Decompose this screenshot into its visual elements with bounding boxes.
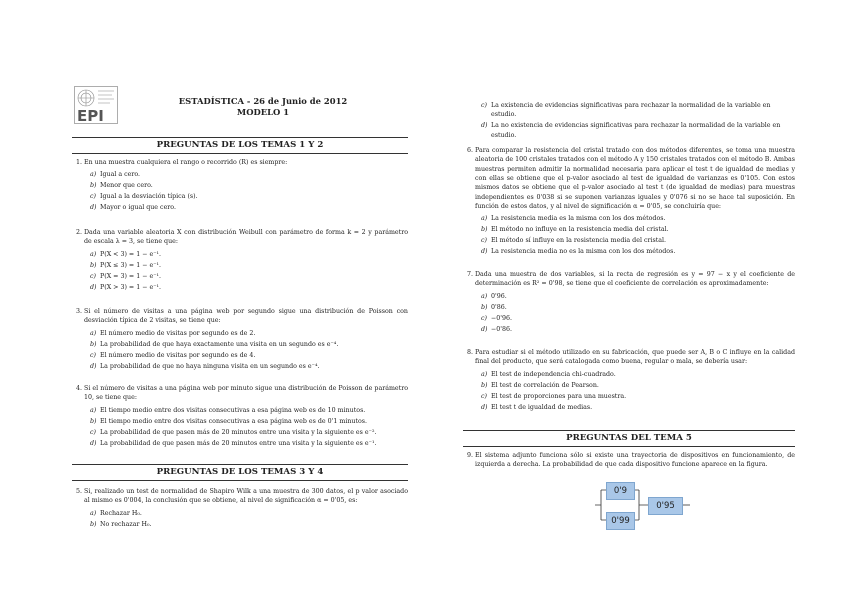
device-box-2: 0'99 xyxy=(606,512,635,530)
option-c[interactable]: c) El método sí influye en la resistencia media del cristal. xyxy=(481,237,667,245)
question-6: 6. Para comparar la resistencia del cristal tratado con dos métodos diferentes, se toma una muestra aleatoria de 100 cristales tratados con el método A y 150 cristales tratados con el método B. Ambas muestras permiten admitir la normalidad necesaria para aplicar el test t de igualdad de medias y con ellas se obtiene que el p-valor asociado al test de igualdad de varianzas es 0'105. Con estos mismos datos se obtiene que el p-valor asociado al test t (de igualdad de medias) para muestras independientes es 0'038 si se suponen varianzas iguales y 0'076 si no se hace tal suposición. En función de estos datos, y al nivel de significación α = 0'05, se concluiría que: a) La resistencia media es la misma con los dos métodos. b) El método no influye en la resistencia media del cristal. c) El método sí influye en la resistencia media del cristal. d) La resistencia media no es la misma con los dos métodos. xyxy=(467,147,795,256)
option-b[interactable]: b) Menor que cero. xyxy=(90,182,153,190)
option-d[interactable]: d) Mayor o igual que cero. xyxy=(90,204,176,212)
exam-header xyxy=(118,96,408,119)
reliability-diagram xyxy=(593,474,693,536)
question-5-continued xyxy=(463,98,795,142)
question-2: 2. Dada una variable aleatoria X con distribución Weibull con parámetro de forma k = 2 y parámetro de escala λ = 3, se tiene que: a) P(X < 3) = 1 − e⁻¹. b) P(X ≤ 3) = 1 − e⁻¹. c) P(X = 3) = 1 − e⁻¹. d) P(X > 3) = 1 − e⁻¹. xyxy=(76,229,408,291)
option-a[interactable]: a) P(X < 3) = 1 − e⁻¹. xyxy=(90,250,162,258)
option-c[interactable]: c) P(X = 3) = 1 − e⁻¹. xyxy=(90,272,162,280)
exam-model: MODELO 1 xyxy=(236,107,290,118)
logo-text: EPI xyxy=(77,107,104,125)
epi-logo xyxy=(74,86,118,124)
question-stem: Para comparar la resistencia del cristal tratado con dos métodos diferentes, se toma una muestra aleatoria de 100 cristales tratados con el método A y 150 cristales tratados con el método B. Ambas muestras permiten admitir la normalidad necesaria para aplicar el test t de igualdad de medias y con ellas se obtiene que el p-valor asociado al test de igualdad de varianzas es 0'105. Con estos mismos datos se obtiene que el p-valor asociado al test t (de igualdad de medias) para muestras independientes es 0'038 si se suponen varianzas iguales y 0'076 si no se hace tal suposición. En función de estos datos, y al nivel de significación α = 0'05, se concluiría que: xyxy=(475,147,795,210)
question-stem: Para estudiar si el método utilizado en su fabricación, que puede ser A, B o C influye en la calidad final del producto, que será catalogada como buena, regular o mala, se debería usar: xyxy=(475,349,795,366)
option-d[interactable]: d) P(X > 3) = 1 − e⁻¹. xyxy=(90,283,162,291)
question-stem: En una muestra cualquiera el rango o recorrido (R) es siempre: xyxy=(84,159,288,166)
option-a[interactable]: a) Igual a cero. xyxy=(90,171,141,179)
question-4: 4. Si el número de visitas a una página web por minuto sigue una distribución de Poisson de parámetro 10, se tiene que: a) El tiempo medio entre dos visitas consecutivas a esa página web es de 10 minutos. b) El tiempo medio entre dos visitas consecutivas a esa página web es de 0'1 minutos. c) La probabilidad de que pasen más de 20 minutos entre una visita y la siguiente es e⁻². d) La probabilidad de que pasen más de 20 minutos entre una visita y la siguiente es e⁻¹. xyxy=(76,385,408,447)
question-1 xyxy=(72,158,408,214)
device-box-3: 0'95 xyxy=(648,497,683,515)
question-number: 1. xyxy=(76,159,83,166)
question-stem: El sistema adjunto funciona sólo si existe una trayectoria de dispositivos en funcionamiento, de izquierda a derecha. La probabilidad de que cada dispositivo funcione aparece en la figura. xyxy=(475,452,795,469)
question-3: 3. Si el número de visitas a una página web por segundo sigue una distribución de Poisson con desviación típica de 2 visitas, se tiene que: a) El número medio de visitas por segundo es de 2. b) La probabilidad de que haya exactamente una visita en un segundo es e⁻⁴. c) El número medio de visitas por segundo es de 4. d) La probabilidad de que no haya ninguna visita en un segundo es e⁻⁴. xyxy=(76,308,408,370)
section-title-3: PREGUNTAS DEL TEMA 5 xyxy=(463,430,795,447)
section-title-1: PREGUNTAS DE LOS TEMAS 1 Y 2 xyxy=(72,137,408,154)
question-stem: Si el número de visitas a una página web por minuto sigue una distribución de Poisson de parámetro 10, se tiene que: xyxy=(84,385,408,402)
option-b[interactable]: b) No rechazar H₀. xyxy=(90,520,152,528)
option-a[interactable]: a) El número medio de visitas por segundo es de 2. xyxy=(90,329,256,337)
option-b[interactable]: b) El test de correlación de Pearson. xyxy=(481,381,599,389)
question-5: 5. Si, realizado un test de normalidad de Shapiro Wilk a una muestra de 300 datos, el p valor asociado al mismo es 0'004, la conclusión que se obtiene, al nivel de significación α = 0'05, es: a) Rechazar H₀. b) No rechazar H₀. xyxy=(76,488,408,528)
question-stem: Si, realizado un test de normalidad de Shapiro Wilk a una muestra de 300 datos, el p valor asociado al mismo es 0'004, la conclusión que se obtiene, al nivel de significación α = 0'05, es: xyxy=(84,488,408,505)
option-a[interactable]: a) El test de independencia chi-cuadrado. xyxy=(481,370,616,378)
option-d[interactable]: d) La no existencia de evidencias significativas para rechazar la normalidad de la variable en estudio. xyxy=(481,122,781,139)
option-c[interactable]: c) La probabilidad de que pasen más de 20 minutos entre una visita y la siguiente es e⁻². xyxy=(90,428,377,436)
device-box-1: 0'9 xyxy=(606,482,635,500)
option-c[interactable]: c) El número medio de visitas por segundo es de 4. xyxy=(90,351,256,359)
question-stem: Dada una variable aleatoria X con distribución Weibull con parámetro de forma k = 2 y parámetro de escala λ = 3, se tiene que: xyxy=(84,229,408,246)
option-d[interactable]: d) La probabilidad de que pasen más de 20 minutos entre una visita y la siguiente es e⁻¹. xyxy=(90,439,377,447)
option-b[interactable]: b) El tiempo medio entre dos visitas consecutivas a esa página web es de 0'1 minutos. xyxy=(90,417,368,425)
option-b[interactable]: b) El método no influye en la resistencia media del cristal. xyxy=(481,226,669,234)
option-c[interactable]: c) −0'96. xyxy=(481,314,513,322)
option-b[interactable]: b) 0'86. xyxy=(481,303,507,311)
section-title-2: PREGUNTAS DE LOS TEMAS 3 Y 4 xyxy=(72,464,408,481)
option-d[interactable]: d) El test t de igualdad de medias. xyxy=(481,403,593,411)
option-c[interactable]: c) La existencia de evidencias significativas para rechazar la normalidad de la variable en estudio. xyxy=(481,102,771,119)
option-a[interactable]: a) La resistencia media es la misma con los dos métodos. xyxy=(481,215,666,223)
option-a[interactable]: a) El tiempo medio entre dos visitas consecutivas a esa página web es de 10 minutos. xyxy=(90,406,366,414)
option-b[interactable]: b) P(X ≤ 3) = 1 − e⁻¹. xyxy=(90,261,162,269)
option-d[interactable]: d) La resistencia media no es la misma con los dos métodos. xyxy=(481,248,676,256)
option-c[interactable]: c) El test de proporciones para una muestra. xyxy=(481,392,627,400)
option-d[interactable]: d) La probabilidad de que no haya ninguna visita en un segundo es e⁻⁴. xyxy=(90,362,320,370)
question-7: 7. Dada una muestra de dos variables, si la recta de regresión es y = 97 − x y el coeficiente de determinación es R² = 0'98, se tiene que el coeficiente de correlación es aproximadamente: a) 0'96. b) 0'86. c) −0'96. d) −0'86. xyxy=(467,271,795,333)
question-stem: Si el número de visitas a una página web por segundo sigue una distribución de Poisson con desviación típica de 2 visitas, se tiene que: xyxy=(84,308,408,325)
question-9: 9. El sistema adjunto funciona sólo si existe una trayectoria de dispositivos en funcionamiento, de izquierda a derecha. La probabilidad de que cada dispositivo funcione aparece en la figura. xyxy=(467,452,795,469)
question-8: 8. Para estudiar si el método utilizado en su fabricación, que puede ser A, B o C influye en la calidad final del producto, que será catalogada como buena, regular o mala, se debería usar: a) El test de independencia chi-cuadrado. b) El test de correlación de Pearson. c) El test de proporciones para una muestra. d) El test t de igualdad de medias. xyxy=(467,349,795,411)
question-stem: Dada una muestra de dos variables, si la recta de regresión es y = 97 − x y el coeficiente de determinación es R² = 0'98, se tiene que el coeficiente de correlación es aproximadamente: xyxy=(475,271,795,288)
option-a[interactable]: a) 0'96. xyxy=(481,292,507,300)
exam-title: ESTADÍSTICA - 26 de Junio de 2012 xyxy=(178,96,348,106)
option-c[interactable]: c) Igual a la desviación típica (s). xyxy=(90,193,198,201)
option-d[interactable]: d) −0'86. xyxy=(481,325,513,333)
option-a[interactable]: a) Rechazar H₀. xyxy=(90,509,142,517)
option-b[interactable]: b) La probabilidad de que haya exactamente una visita en un segundo es e⁻⁴. xyxy=(90,340,339,348)
